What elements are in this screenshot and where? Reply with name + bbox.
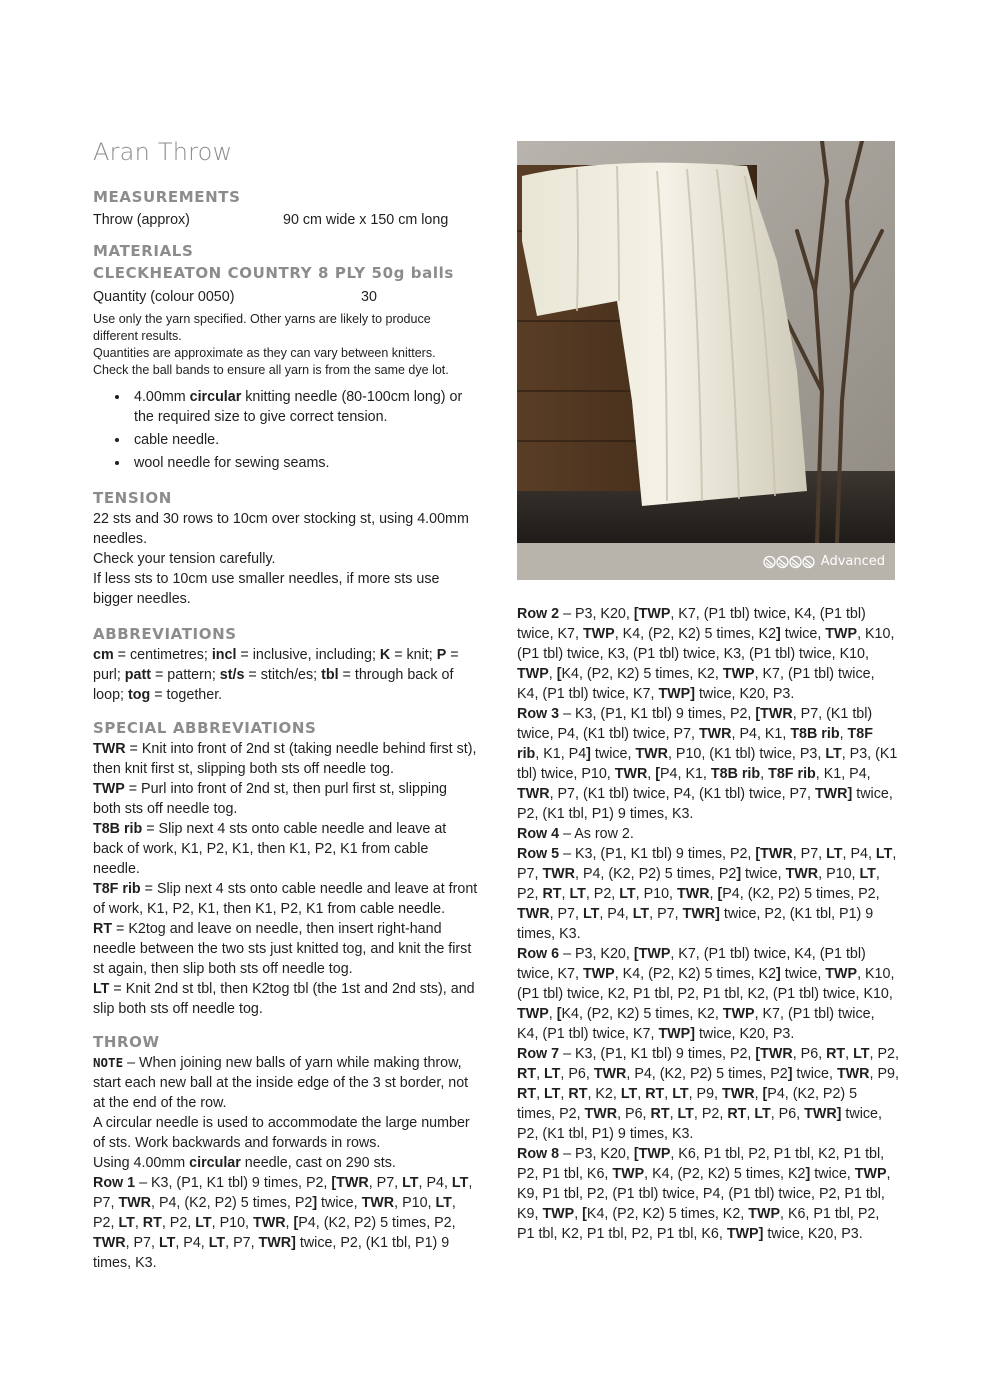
abbreviation-term: RT [93, 921, 113, 937]
row-text: , [760, 766, 769, 782]
yarn-note-2: Quantities are approximate as they can vary between knitters. [93, 346, 436, 360]
row-text: , P2, [693, 1106, 728, 1122]
page-title: Aran Throw [93, 138, 233, 166]
pattern-row [517, 1044, 899, 1144]
stitch-term: LT [435, 1195, 452, 1211]
stitch-term: ] [776, 966, 781, 982]
stitch-term: TWR [698, 726, 732, 742]
row-text: , K4, (P2, K2) 5 times, K2 [614, 966, 777, 982]
yarn-note-3: Check the ball bands to ensure all yarn is from the same dye lot. [93, 363, 449, 377]
row-label: Row 2 [517, 606, 560, 622]
stitch-term: TWR] [258, 1235, 296, 1251]
row-text: , P2, [585, 886, 620, 902]
row-text: K4, (P2, K2) 5 times, K2, [586, 1206, 749, 1222]
abbreviations-text [93, 645, 478, 705]
stitch-term: TWR] [804, 1106, 842, 1122]
abbreviation-term: tog [127, 687, 151, 703]
row-text: , P7, [517, 846, 897, 882]
row-text: , K10, (P1 tbl) twice, K2, P1 tbl, P2, P1 tbl, K2, (P1 tbl) twice, K10, [517, 966, 895, 1002]
row-text: , [536, 1086, 545, 1102]
row-text: , P6, [770, 1106, 805, 1122]
row-text: , P7, [125, 1235, 159, 1251]
stitch-term: TWP] [726, 1226, 764, 1242]
stitch-term: TWR [517, 906, 550, 922]
stitch-term: TWR [676, 886, 710, 902]
abbreviation-definition: = Slip next 4 sts onto cable needle and leave at back of work, K1, P2, K1, then K1, P2, K1 from cable needle. [93, 821, 447, 877]
abbreviation-definition: = Knit into front of 2nd st (taking needle behind first st), then knit first st, slipping both sts off needle tog. [93, 741, 477, 777]
stitch-term: ] [312, 1195, 318, 1211]
special-abbreviations-heading: SPECIAL ABBREVIATIONS [93, 719, 317, 737]
stitch-term: LT [544, 1066, 561, 1082]
stitch-term: [ [582, 1206, 587, 1222]
abbreviation-definition: = knit; [390, 647, 437, 663]
stitch-term: LT [825, 746, 842, 762]
stitch-term: LT [826, 846, 843, 862]
row-text: twice, K20, P3. [694, 1026, 795, 1042]
stitch-term: TWP [825, 966, 858, 982]
row-text: – K3, (P1, K1 tbl) 9 times, P2, [559, 846, 756, 862]
stitch-term: T8F rib [517, 726, 873, 762]
stitch-term: TWR [118, 1195, 151, 1211]
row-text: twice, [792, 1066, 837, 1082]
stitch-term: TWR [252, 1215, 286, 1231]
row-text: , P7, [93, 1175, 473, 1211]
row-text: , [548, 666, 557, 682]
row-text: , P10, [635, 886, 677, 902]
row-text: twice, P2, (K1 tbl, P1) 9 times, K3. [517, 1106, 882, 1142]
row-text: twice, [780, 626, 826, 642]
stitch-term: TWP [722, 666, 755, 682]
special-abbreviation [93, 739, 478, 779]
difficulty-label: Advanced [820, 554, 885, 569]
abbreviation-definition: = pattern; [151, 667, 220, 683]
yarn-ball-icons [763, 551, 815, 573]
abbreviation-definition: = Slip next 4 sts onto cable needle and leave at front of work, K1, P2, K1, then K1, P2, K1 from cable needle. [93, 881, 478, 917]
row-text: P4, (K2, P2) 5 times, P2, [722, 886, 880, 902]
row-text: , P4, (K2, P2) 5 times, P2 [575, 866, 737, 882]
abbreviation-term: LT [93, 981, 110, 997]
pattern-row [517, 944, 899, 1044]
throw-photo [517, 141, 895, 580]
row-text: – As row 2. [559, 826, 634, 842]
row-label: Row 4 [517, 826, 560, 842]
stitch-term: RT [645, 1086, 665, 1102]
stitch-term: RT [517, 1066, 537, 1082]
stitch-term: RT [542, 886, 562, 902]
list-item: • wool needle for sewing seams. [130, 453, 478, 473]
tension-text-1: 22 sts and 30 rows to 10cm over stocking st, using 4.00mm needles. [93, 511, 469, 547]
row-text: , P7, [368, 1175, 403, 1191]
row-text: , P7, (K1 tbl) twice, P4, (K1 tbl) twice, P7, [549, 786, 815, 802]
row-text: , P10, [394, 1195, 436, 1211]
stitch-term: TWR [614, 766, 648, 782]
list-item: • 4.00mm circular knitting needle (80-100cm long) or the required size to give correct tension. [130, 387, 478, 427]
row-text: , K7, (P1 tbl) twice, K4, (P1 tbl) twice, K7, [517, 666, 875, 702]
throw-paragraph-2: A circular needle is used to accommodate the large number of sts. Work backwards and forwards in rows. [93, 1115, 470, 1151]
pattern-row [517, 704, 899, 824]
stitch-term: TWR [584, 1106, 618, 1122]
row-text: , [839, 726, 848, 742]
abbreviation-term: st/s [219, 667, 245, 683]
pattern-row [517, 604, 899, 704]
row-text: twice, P2, (K1 tbl, P1) 9 times, K3. [93, 1235, 450, 1271]
right-column [517, 604, 899, 1244]
measurements-row [93, 210, 478, 230]
row-text: , [664, 1086, 673, 1102]
row-text: , P7, [225, 1235, 259, 1251]
row-text: , P4, (K2, P2) 5 times, P2 [626, 1066, 788, 1082]
quantity-value: 30 [361, 289, 377, 305]
stitch-term: TWP [612, 1166, 645, 1182]
special-abbreviation [93, 919, 478, 979]
left-column [93, 138, 478, 1273]
stitch-term: RT [727, 1106, 747, 1122]
row-text: twice, [810, 1166, 855, 1182]
stitch-term: TWR [722, 1086, 755, 1102]
stitch-term: TWP [542, 1206, 575, 1222]
row-text: , P10, [211, 1215, 253, 1231]
row-text: , K1, P4, [815, 766, 871, 782]
row-text: , P4, [599, 906, 633, 922]
abbreviation-definition: = purl; [93, 647, 459, 683]
abbreviation-term: TWP [93, 781, 125, 797]
stitch-term: [ [762, 1086, 768, 1102]
row-label: Row 8 [517, 1146, 560, 1162]
row-text: , P10, (K1 tbl) twice, P3, [667, 746, 826, 762]
row-text: K4, (P2, K2) 5 times, K2, [561, 1006, 723, 1022]
row-text: , [536, 1066, 545, 1082]
pattern-row [93, 1173, 478, 1273]
row-text: – P3, K20, [559, 946, 634, 962]
row-text: twice, P2, (K1 tbl, P1) 9 times, K3. [517, 906, 874, 942]
row-text: , P6, [792, 1046, 827, 1062]
abbreviation-term: patt [124, 667, 152, 683]
stitch-term: RT [568, 1086, 588, 1102]
stitch-term: [ [717, 886, 723, 902]
row-text: , [746, 1106, 755, 1122]
stitch-term: [ [655, 766, 661, 782]
stitch-term: [ [556, 666, 562, 682]
stitch-term: TWR [361, 1195, 395, 1211]
abbreviations-heading: ABBREVIATIONS [93, 625, 237, 643]
row-label: Row 7 [517, 1046, 560, 1062]
stitch-term: TWR [93, 1235, 126, 1251]
row-text: , [647, 766, 656, 782]
stitch-term: LT [451, 1175, 469, 1191]
row-text: , [548, 1006, 557, 1022]
row-text: , P2, [161, 1215, 196, 1231]
row-text: , P4, [175, 1235, 209, 1251]
stitch-term: LT [195, 1215, 212, 1231]
abbreviation-definition: = Knit 2nd st tbl, then K2tog tbl (the 1st and 2nd sts), and slip both sts off needle tog. [93, 981, 475, 1017]
row-text: , P4, [418, 1175, 452, 1191]
stitch-term: TWR [635, 746, 668, 762]
abbreviation-definition: = centimetres; [113, 647, 212, 663]
stitch-term: [ [293, 1215, 299, 1231]
abbreviation-term: T8F rib [93, 881, 141, 897]
row-text: , K6, P1 tbl, P2, P1 tbl, K2, P1 tbl, P2, P1 tbl, K6, [517, 1206, 880, 1242]
stitch-term: TWR [593, 1066, 627, 1082]
row-text: , P9, [688, 1086, 722, 1102]
row-text: , P2, [517, 866, 880, 902]
row-text: , K7, (P1 tbl) twice, K4, (P1 tbl) twice, K7, [517, 606, 866, 642]
row-text: , [561, 886, 570, 902]
row-text: , K1, P4 [535, 746, 587, 762]
row-text: , P3, (K1 tbl) twice, P10, [517, 746, 898, 782]
stitch-term: [TWR [755, 1046, 793, 1062]
row-text: P4, (K2, P2) 5 times, P2, [298, 1215, 456, 1231]
difficulty-badge [517, 543, 895, 580]
throw-note: NOTE – When joining new balls of yarn while making throw, start each new ball at the inside edge of the 3 st border, not at the end of the row. [93, 1055, 469, 1111]
row-text: P4, (K2, P2) 5 times, P2, [517, 1086, 858, 1122]
abbreviation-definition: = stitch/es; [244, 667, 322, 683]
row-text: twice, P2, (K1 tbl, P1) 9 times, K3. [517, 786, 893, 822]
stitch-term: TWP [582, 626, 615, 642]
stitch-term: TWR [785, 866, 819, 882]
row-text: – P3, K20, [559, 606, 634, 622]
row-text: , P7, [792, 846, 827, 862]
throw-heading: THROW [93, 1033, 160, 1051]
row-text: , P4, [842, 846, 876, 862]
abbreviation-definition: = together. [150, 687, 223, 703]
stitch-term: ] [805, 1166, 811, 1182]
special-abbreviation [93, 979, 478, 1019]
measurements-value: 90 cm wide x 150 cm long [283, 212, 449, 228]
row-text: – K3, (P1, K1 tbl) 9 times, P2, [559, 706, 756, 722]
yarn-note-1: Use only the yarn specified. Other yarns are likely to produce different results. [93, 312, 431, 343]
row-text: , P4, K1, [731, 726, 791, 742]
row-text: , P6, [617, 1106, 651, 1122]
row-text: , [285, 1215, 294, 1231]
stitch-term: LT [859, 866, 876, 882]
row-text: twice, [741, 866, 786, 882]
stitch-term: [TWR [755, 846, 793, 862]
stitch-term: ] [736, 866, 742, 882]
tension-text-2: Check your tension carefully. [93, 551, 276, 567]
stitch-term: RT [650, 1106, 670, 1122]
stitch-term: TWP [517, 666, 549, 682]
stitch-term: LT [582, 906, 600, 922]
special-abbreviation [93, 779, 478, 819]
stitch-term: [TWR [755, 706, 793, 722]
row-text: , P6, [560, 1066, 594, 1082]
throw-paragraph-3: Using 4.00mm circular needle, cast on 290 sts. [93, 1155, 396, 1171]
stitch-term: RT [826, 1046, 846, 1062]
stitch-term: TWR] [682, 906, 720, 922]
row-text: , [560, 1086, 569, 1102]
row-text: – P3, K20, [559, 1146, 634, 1162]
stitch-term: LT [208, 1235, 226, 1251]
stitch-term: LT [754, 1106, 771, 1122]
stitch-term: ] [586, 746, 591, 762]
abbreviation-term: K [379, 647, 391, 663]
row-text: P4, K1, [660, 766, 711, 782]
row-text: , [709, 886, 718, 902]
row-text: twice, [317, 1195, 362, 1211]
row-text: , P2, [93, 1195, 456, 1231]
abbreviation-term: T8B rib [93, 821, 143, 837]
stitch-term: [ [556, 1006, 562, 1022]
row-text: twice, [780, 966, 826, 982]
materials-list [93, 387, 478, 473]
row-text: twice, K20, P3. [694, 686, 795, 702]
stitch-term: TWP] [658, 1026, 695, 1042]
stitch-term: TWR [542, 866, 575, 882]
row-text: , P10, [818, 866, 860, 882]
rows-left [93, 1173, 478, 1273]
stitch-term: TWP [748, 1206, 780, 1222]
stitch-term: ] [787, 1066, 793, 1082]
row-label: Row 1 [93, 1175, 136, 1191]
stitch-term: TWP [582, 966, 615, 982]
stitch-term: TWR [517, 786, 550, 802]
tension-text-3: If less sts to 10cm use smaller needles, if more sts use bigger needles. [93, 571, 440, 607]
stitch-term: LT [619, 886, 636, 902]
stitch-term: [TWP [633, 1146, 671, 1162]
stitch-term: LT [632, 906, 650, 922]
abbreviation-definition: = inclusive, including; [236, 647, 380, 663]
stitch-term: TWP] [658, 686, 695, 702]
row-text: K4, (P2, K2) 5 times, K2, [561, 666, 723, 682]
abbreviation-definition: = through back of loop; [93, 667, 454, 703]
row-text: , K4, (P2, K2) 5 times, K2 [614, 626, 777, 642]
row-text: , P7, [549, 906, 583, 922]
abbreviation-term: TWR [93, 741, 126, 757]
special-abbreviations-list [93, 739, 478, 1019]
abbreviation-definition: = K2tog and leave on needle, then insert right-hand needle between the two sts just knitted tog, and knit the first st again, then slip both sts off needle tog. [93, 921, 472, 977]
stitch-term: TWP [517, 1006, 549, 1022]
quantity-row [93, 287, 478, 307]
row-text: , P9, [869, 1066, 899, 1082]
row-text: twice, K20, P3. [763, 1226, 863, 1242]
pattern-row [517, 824, 899, 844]
abbreviation-term: P [436, 647, 447, 663]
abbreviation-term: cm [93, 647, 114, 663]
quantity-label: Quantity (colour 0050) [93, 289, 235, 305]
row-text: , [637, 1086, 646, 1102]
stitch-term: LT [853, 1046, 870, 1062]
materials-heading: MATERIALS [93, 242, 194, 260]
stitch-term: LT [569, 886, 586, 902]
row-label: Row 3 [517, 706, 560, 722]
stitch-term: RT [517, 1086, 537, 1102]
row-text: twice, [590, 746, 636, 762]
row-text: , [574, 1206, 583, 1222]
yarn-name: CLECKHEATON COUNTRY 8 PLY 50g balls [93, 264, 454, 282]
stitch-term: TWP [722, 1006, 755, 1022]
stitch-term: T8F rib [768, 766, 816, 782]
stitch-term: [TWP [633, 606, 671, 622]
row-text: , K10, (P1 tbl) twice, K3, (P1 tbl) twice, K3, (P1 tbl) twice, K10, [517, 626, 895, 662]
stitch-term: LT [677, 1106, 694, 1122]
row-text: , [669, 1106, 678, 1122]
pattern-row [517, 1144, 899, 1244]
stitch-term: ] [776, 626, 781, 642]
tension-heading: TENSION [93, 489, 172, 507]
row-text: , K7, (P1 tbl) twice, K4, (P1 tbl) twice, K7, [517, 1006, 875, 1042]
row-text: , K6, P1 tbl, P2, P1 tbl, K2, P1 tbl, P2, P1 tbl, K6, [517, 1146, 885, 1182]
row-text: – K3, (P1, K1 tbl) 9 times, P2, [135, 1175, 332, 1191]
row-text: , K9, P1 tbl, P2, (P1 tbl) twice, P4, (P1 tbl) twice, P2, P1 tbl, K9, [517, 1166, 891, 1222]
row-text: , P4, (K2, P2) 5 times, P2 [151, 1195, 313, 1211]
measurements-label: Throw (approx) [93, 212, 190, 228]
row-text: , P7, (K1 tbl) twice, P4, (K1 tbl) twice, P7, [517, 706, 873, 742]
throw-photo-image [517, 141, 895, 543]
row-text: , K7, (P1 tbl) twice, K4, (P1 tbl) twice, K7, [517, 946, 866, 982]
stitch-term: TWR [836, 1066, 870, 1082]
stitch-term: TWP [854, 1166, 887, 1182]
stitch-term: T8B rib [790, 726, 840, 742]
stitch-term: LT [875, 846, 893, 862]
stitch-term: LT [158, 1235, 176, 1251]
stitch-term: LT [544, 1086, 561, 1102]
row-text: , P7, [649, 906, 683, 922]
abbreviation-term: tbl [321, 667, 339, 683]
row-text: , [754, 1086, 763, 1102]
abbreviation-definition: = Purl into front of 2nd st, then purl first st, slipping both sts off needle tog. [93, 781, 448, 817]
row-label: Row 6 [517, 946, 560, 962]
row-text: , [845, 1046, 854, 1062]
abbreviation-term: incl [211, 647, 237, 663]
stitch-term: TWP [825, 626, 858, 642]
stitch-term: T8B rib [710, 766, 761, 782]
pattern-row [517, 844, 899, 944]
special-abbreviation [93, 819, 478, 879]
row-text: , K2, [587, 1086, 621, 1102]
row-label: Row 5 [517, 846, 560, 862]
stitch-term: TWR] [814, 786, 853, 802]
stitch-term: RT [142, 1215, 162, 1231]
stitch-term: [TWP [633, 946, 671, 962]
row-text: , [134, 1215, 143, 1231]
stitch-term: LT [672, 1086, 689, 1102]
stitch-term: [TWR [331, 1175, 369, 1191]
row-text: – K3, (P1, K1 tbl) 9 times, P2, [559, 1046, 756, 1062]
stitch-term: LT [402, 1175, 419, 1191]
measurements-heading: MEASUREMENTS [93, 188, 241, 206]
stitch-term: LT [620, 1086, 638, 1102]
special-abbreviation [93, 879, 478, 919]
row-text: , K4, (P2, K2) 5 times, K2 [644, 1166, 806, 1182]
row-text: , P2, [869, 1046, 899, 1062]
stitch-term: LT [118, 1215, 135, 1231]
list-item: • cable needle. [130, 430, 478, 450]
